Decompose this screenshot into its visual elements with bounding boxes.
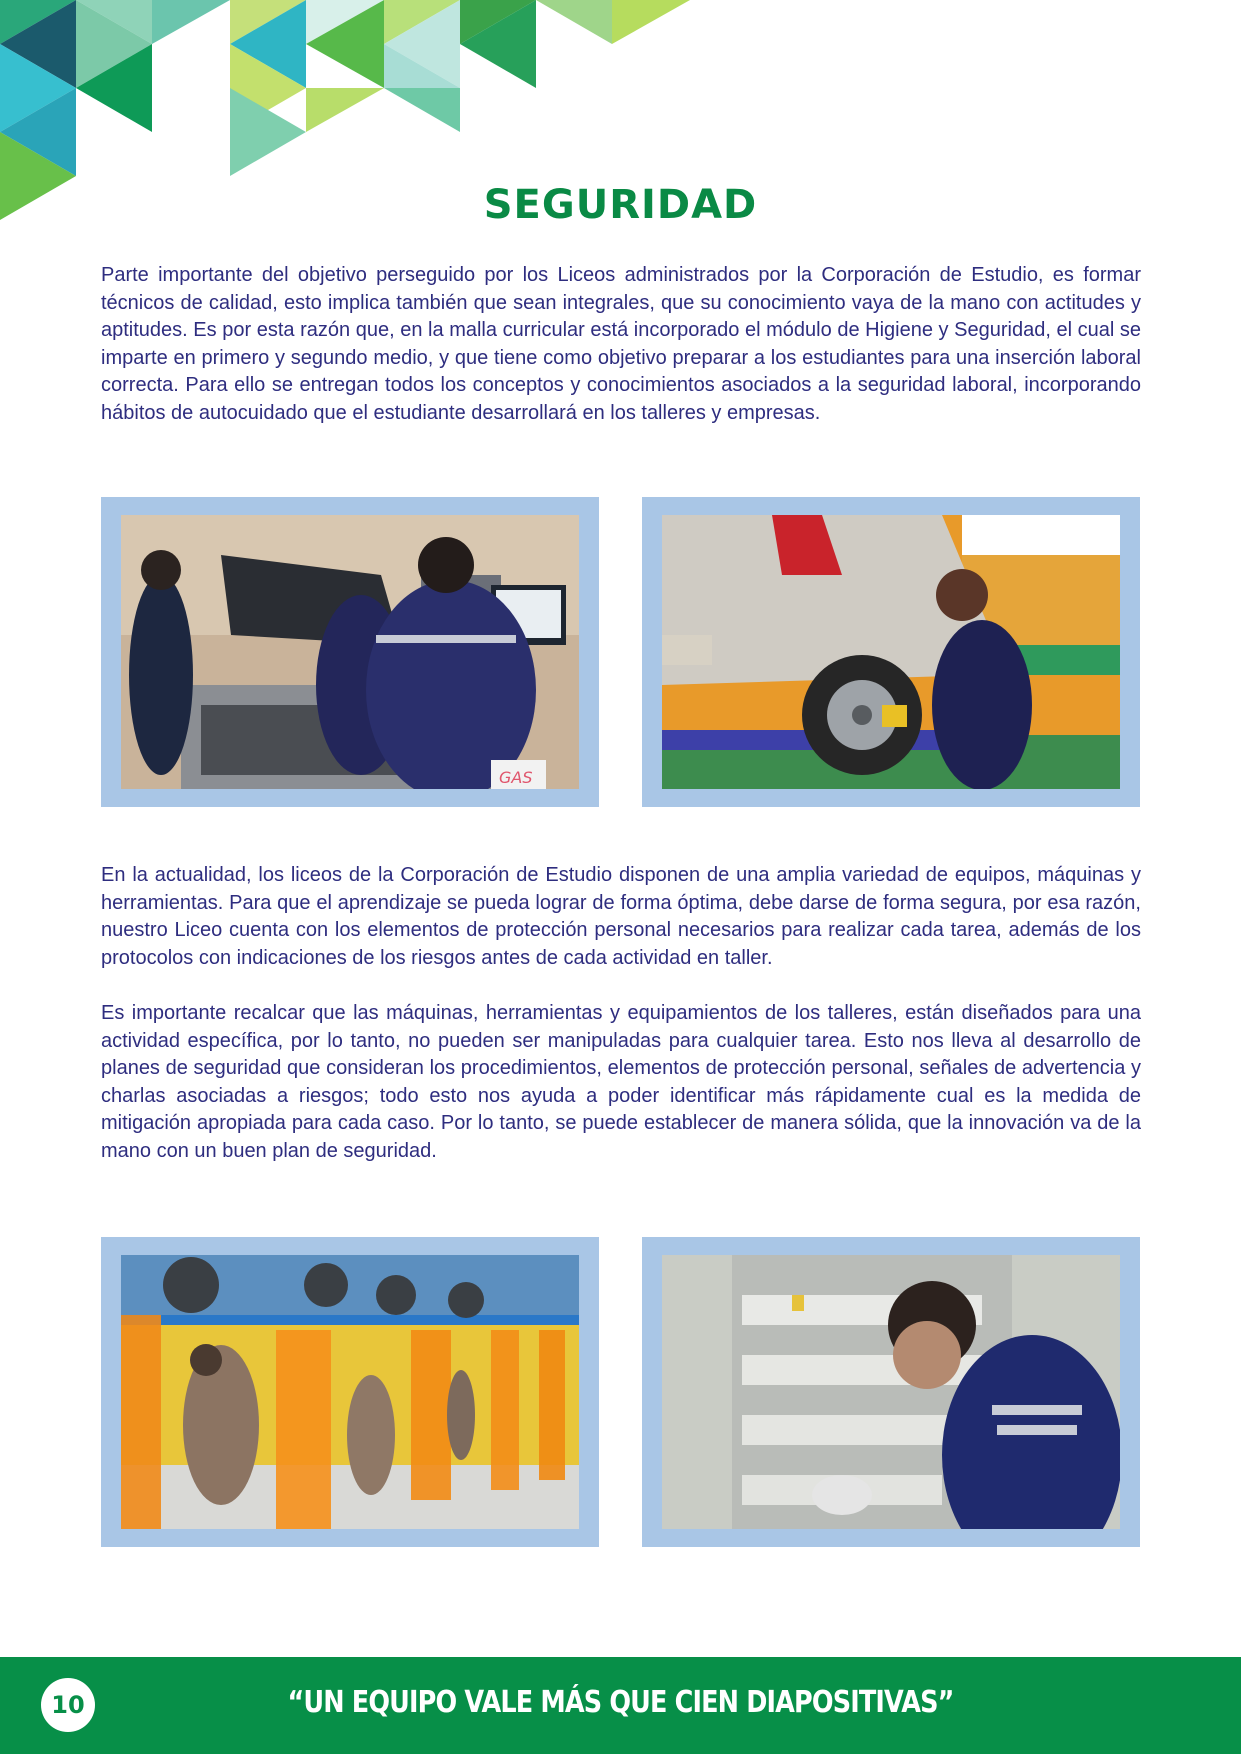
page-number: 10 (41, 1678, 95, 1732)
photo-frame-wheel-inspection (642, 497, 1140, 807)
footer-bar (0, 1657, 1241, 1754)
gas-tag: GAS (499, 768, 533, 787)
safety-plan-paragraph: Es importante recalcar que las máquinas, herramientas y equipamientos de los talleres, están diseñados para una actividad específica, por lo tanto, no pueden ser manipuladas para cualquier tarea. Esto nos lleva al desarrollo de planes de seguridad que consideran los procedimientos, elementos de protección personal, señales de advertencia y charlas asociadas a riesgos; todo esto nos ayuda a poder identificar más rápidamente cual es la medida de mitigación apropiada para cada caso. Por lo tanto, se puede establecer de manera sólida, que la innovación va de la mano con un buen plan de seguridad. (101, 1002, 1141, 1162)
equipment-paragraph: En la actualidad, los liceos de la Corporación de Estudio disponen de una amplia variedad de equipos, máquinas y herramientas. Para que el aprendizaje se pueda lograr de forma óptima, debe darse de forma segura, por esa razón, nuestro Liceo cuenta con los elementos de protección personal necesarios para realizar cada tarea, además de los protocolos con indicaciones de los riesgos antes de cada actividad en taller. (101, 864, 1141, 969)
photo-engine-diagnostics (121, 515, 579, 789)
photo-frame-welding-workshop (101, 1237, 599, 1547)
page-title: SEGURIDAD (483, 182, 758, 228)
photo-wheel-inspection (662, 515, 1120, 789)
photo-welding-workshop (121, 1255, 579, 1529)
intro-paragraph: Parte importante del objetivo perseguido por los Liceos administrados por la Corporación de Estudio, es formar técnicos de calidad, esto implica también que sean integrales, que su conocimiento vaya de la mano con actitudes y aptitudes. Es por esta razón que, en la malla curricular está incorporado el módulo de Higiene y Seguridad, el cual se imparte en primero y segundo medio, y que tiene como objetivo preparar a los estudiantes para una inserción laboral correcta. Para ello se entregan todos los conceptos y conocimientos asociados a la seguridad laboral, incorporando hábitos de autocuidado que el estudiante desarrollará en los talleres y empresas. (101, 264, 1141, 424)
photo-frame-engine-diagnostics (101, 497, 599, 807)
photo-frame-electrical-panel (642, 1237, 1140, 1547)
photo-electrical-panel (662, 1255, 1120, 1529)
footer-slogan: “UN EQUIPO VALE MÁS QUE CIEN DIAPOSITIVAS” (287, 1685, 954, 1720)
